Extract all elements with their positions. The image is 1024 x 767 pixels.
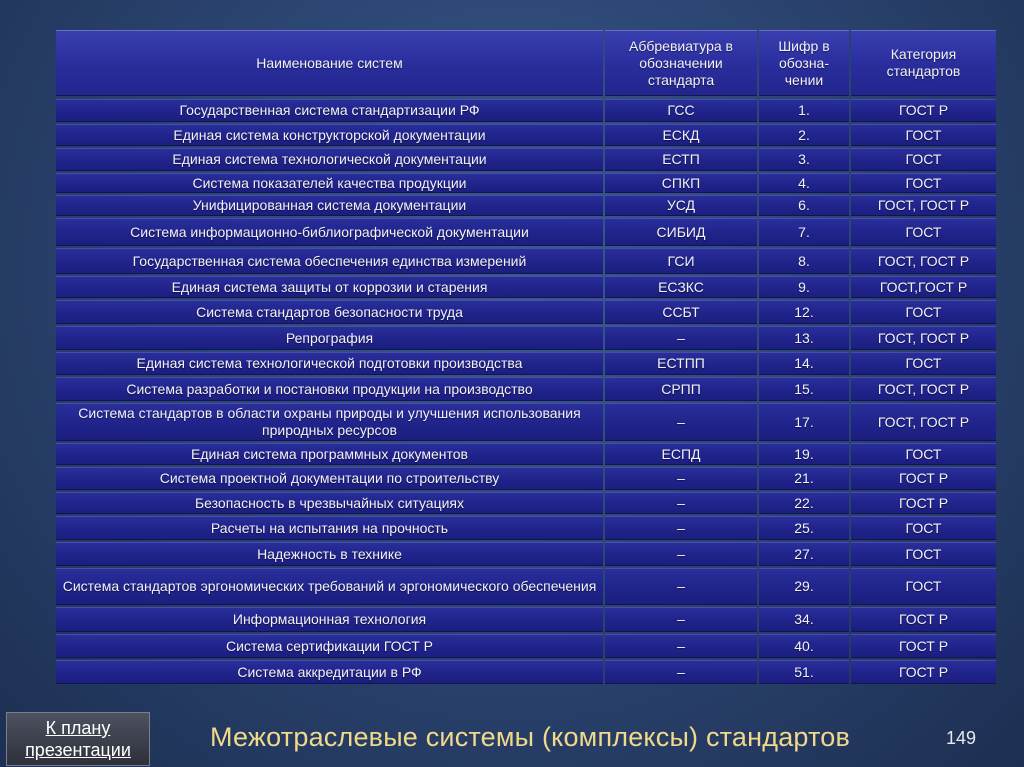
cell-code: 40. bbox=[759, 634, 849, 658]
cell-category: ГОСТ, ГОСТ Р bbox=[851, 195, 996, 216]
cell-name: Расчеты на испытания на прочность bbox=[56, 516, 603, 540]
cell-abbr: – bbox=[605, 542, 757, 566]
cell-abbr: – bbox=[605, 516, 757, 540]
table-row bbox=[56, 195, 996, 216]
cell-code: 17. bbox=[759, 403, 849, 441]
header-code: Шифр в обозна-чении bbox=[759, 30, 849, 96]
header-category: Категория стандартов bbox=[851, 30, 996, 96]
cell-code: 7. bbox=[759, 218, 849, 246]
slide-title: Межотраслевые системы (комплексы) стандартов bbox=[210, 722, 851, 752]
page-number: 149 bbox=[946, 728, 977, 748]
cell-name: Система стандартов эргономических требований и эргономического обеспечения bbox=[56, 568, 603, 605]
cell-abbr: ЕСТП bbox=[605, 148, 757, 171]
cell-category: ГОСТ Р bbox=[851, 467, 996, 490]
cell-code: 3. bbox=[759, 148, 849, 171]
cell-abbr: СПКП bbox=[605, 173, 757, 193]
table-row bbox=[56, 542, 996, 566]
cell-code: 1. bbox=[759, 99, 849, 122]
cell-code: 34. bbox=[759, 607, 849, 632]
back-to-plan-button[interactable] bbox=[6, 712, 150, 766]
cell-code: 6. bbox=[759, 195, 849, 216]
cell-code: 13. bbox=[759, 326, 849, 350]
table-row bbox=[56, 300, 996, 324]
table-row bbox=[56, 124, 996, 146]
header-name: Наименование систем bbox=[56, 30, 603, 96]
cell-abbr: ГСИ bbox=[605, 248, 757, 274]
cell-abbr: – bbox=[605, 403, 757, 441]
cell-name: Информационная технология bbox=[56, 607, 603, 632]
table-row bbox=[56, 248, 996, 274]
cell-category: ГОСТ bbox=[851, 300, 996, 324]
table-row bbox=[56, 568, 996, 605]
cell-category: ГОСТ bbox=[851, 218, 996, 246]
cell-name: Система показателей качества продукции bbox=[56, 173, 603, 193]
cell-category: ГОСТ bbox=[851, 124, 996, 146]
cell-code: 21. bbox=[759, 467, 849, 490]
cell-code: 15. bbox=[759, 377, 849, 401]
cell-code: 9. bbox=[759, 276, 849, 298]
cell-name: Система стандартов безопасности труда bbox=[56, 300, 603, 324]
table-row bbox=[56, 403, 996, 441]
table-row bbox=[56, 148, 996, 171]
cell-abbr: УСД bbox=[605, 195, 757, 216]
cell-abbr: – bbox=[605, 660, 757, 684]
nav-line-1: К плану bbox=[45, 718, 111, 738]
cell-category: ГОСТ Р bbox=[851, 660, 996, 684]
cell-code: 25. bbox=[759, 516, 849, 540]
cell-name: Надежность в технике bbox=[56, 542, 603, 566]
cell-code: 29. bbox=[759, 568, 849, 605]
cell-abbr: – bbox=[605, 467, 757, 490]
table-row bbox=[56, 516, 996, 540]
cell-name: Государственная система стандартизации РФ bbox=[56, 99, 603, 122]
cell-abbr: ЕСЗКС bbox=[605, 276, 757, 298]
cell-category: ГОСТ bbox=[851, 516, 996, 540]
cell-category: ГОСТ Р bbox=[851, 492, 996, 514]
table-row bbox=[56, 467, 996, 490]
cell-category: ГОСТ, ГОСТ Р bbox=[851, 326, 996, 350]
cell-name: Система проектной документации по строительству bbox=[56, 467, 603, 490]
cell-code: 22. bbox=[759, 492, 849, 514]
table-row bbox=[56, 173, 996, 193]
cell-code: 19. bbox=[759, 443, 849, 465]
table-row bbox=[56, 218, 996, 246]
table-row bbox=[56, 276, 996, 298]
cell-name: Единая система технологической подготовки производства bbox=[56, 352, 603, 375]
cell-name: Система сертификации ГОСТ Р bbox=[56, 634, 603, 658]
cell-code: 51. bbox=[759, 660, 849, 684]
table-row bbox=[56, 660, 996, 684]
cell-category: ГОСТ, ГОСТ Р bbox=[851, 403, 996, 441]
cell-name: Безопасность в чрезвычайных ситуациях bbox=[56, 492, 603, 514]
cell-name: Единая система защиты от коррозии и старения bbox=[56, 276, 603, 298]
cell-category: ГОСТ bbox=[851, 443, 996, 465]
table-row bbox=[56, 607, 996, 632]
cell-abbr: СРПП bbox=[605, 377, 757, 401]
cell-abbr: – bbox=[605, 326, 757, 350]
cell-category: ГОСТ bbox=[851, 173, 996, 193]
table-row bbox=[56, 443, 996, 465]
cell-code: 2. bbox=[759, 124, 849, 146]
cell-category: ГОСТ bbox=[851, 568, 996, 605]
cell-code: 12. bbox=[759, 300, 849, 324]
cell-category: ГОСТ Р bbox=[851, 634, 996, 658]
cell-code: 27. bbox=[759, 542, 849, 566]
table-header bbox=[56, 30, 996, 96]
table-row bbox=[56, 99, 996, 122]
cell-category: ГОСТ,ГОСТ Р bbox=[851, 276, 996, 298]
cell-abbr: – bbox=[605, 492, 757, 514]
cell-abbr: СИБИД bbox=[605, 218, 757, 246]
cell-category: ГОСТ, ГОСТ Р bbox=[851, 377, 996, 401]
cell-name: Государственная система обеспечения единства измерений bbox=[56, 248, 603, 274]
cell-abbr: ССБТ bbox=[605, 300, 757, 324]
cell-code: 8. bbox=[759, 248, 849, 274]
cell-abbr: – bbox=[605, 568, 757, 605]
cell-name: Система разработки и постановки продукции на производство bbox=[56, 377, 603, 401]
cell-category: ГОСТ Р bbox=[851, 99, 996, 122]
cell-abbr: ЕСТПП bbox=[605, 352, 757, 375]
cell-name: Единая система конструкторской документации bbox=[56, 124, 603, 146]
cell-abbr: ГСС bbox=[605, 99, 757, 122]
table-body bbox=[56, 99, 996, 684]
cell-code: 14. bbox=[759, 352, 849, 375]
standards-table bbox=[56, 30, 996, 686]
cell-code: 4. bbox=[759, 173, 849, 193]
cell-name: Единая система технологической документации bbox=[56, 148, 603, 171]
cell-name: Система информационно-библиографической документации bbox=[56, 218, 603, 246]
cell-abbr: ЕСПД bbox=[605, 443, 757, 465]
cell-category: ГОСТ bbox=[851, 148, 996, 171]
cell-abbr: – bbox=[605, 607, 757, 632]
cell-name: Единая система программных документов bbox=[56, 443, 603, 465]
cell-category: ГОСТ bbox=[851, 352, 996, 375]
table-row bbox=[56, 634, 996, 658]
header-abbr: Аббревиатура в обозначении стандарта bbox=[605, 30, 757, 96]
cell-category: ГОСТ bbox=[851, 542, 996, 566]
cell-category: ГОСТ, ГОСТ Р bbox=[851, 248, 996, 274]
cell-name: Система аккредитации в РФ bbox=[56, 660, 603, 684]
table-row bbox=[56, 492, 996, 514]
table-row bbox=[56, 377, 996, 401]
table-row bbox=[56, 352, 996, 375]
cell-abbr: – bbox=[605, 634, 757, 658]
cell-name: Унифицированная система документации bbox=[56, 195, 603, 216]
cell-category: ГОСТ Р bbox=[851, 607, 996, 632]
cell-name: Репрография bbox=[56, 326, 603, 350]
nav-line-2: презентации bbox=[25, 740, 131, 760]
cell-abbr: ЕСКД bbox=[605, 124, 757, 146]
cell-name: Система стандартов в области охраны природы и улучшения использования природных ресурсов bbox=[56, 403, 603, 441]
table-row bbox=[56, 326, 996, 350]
